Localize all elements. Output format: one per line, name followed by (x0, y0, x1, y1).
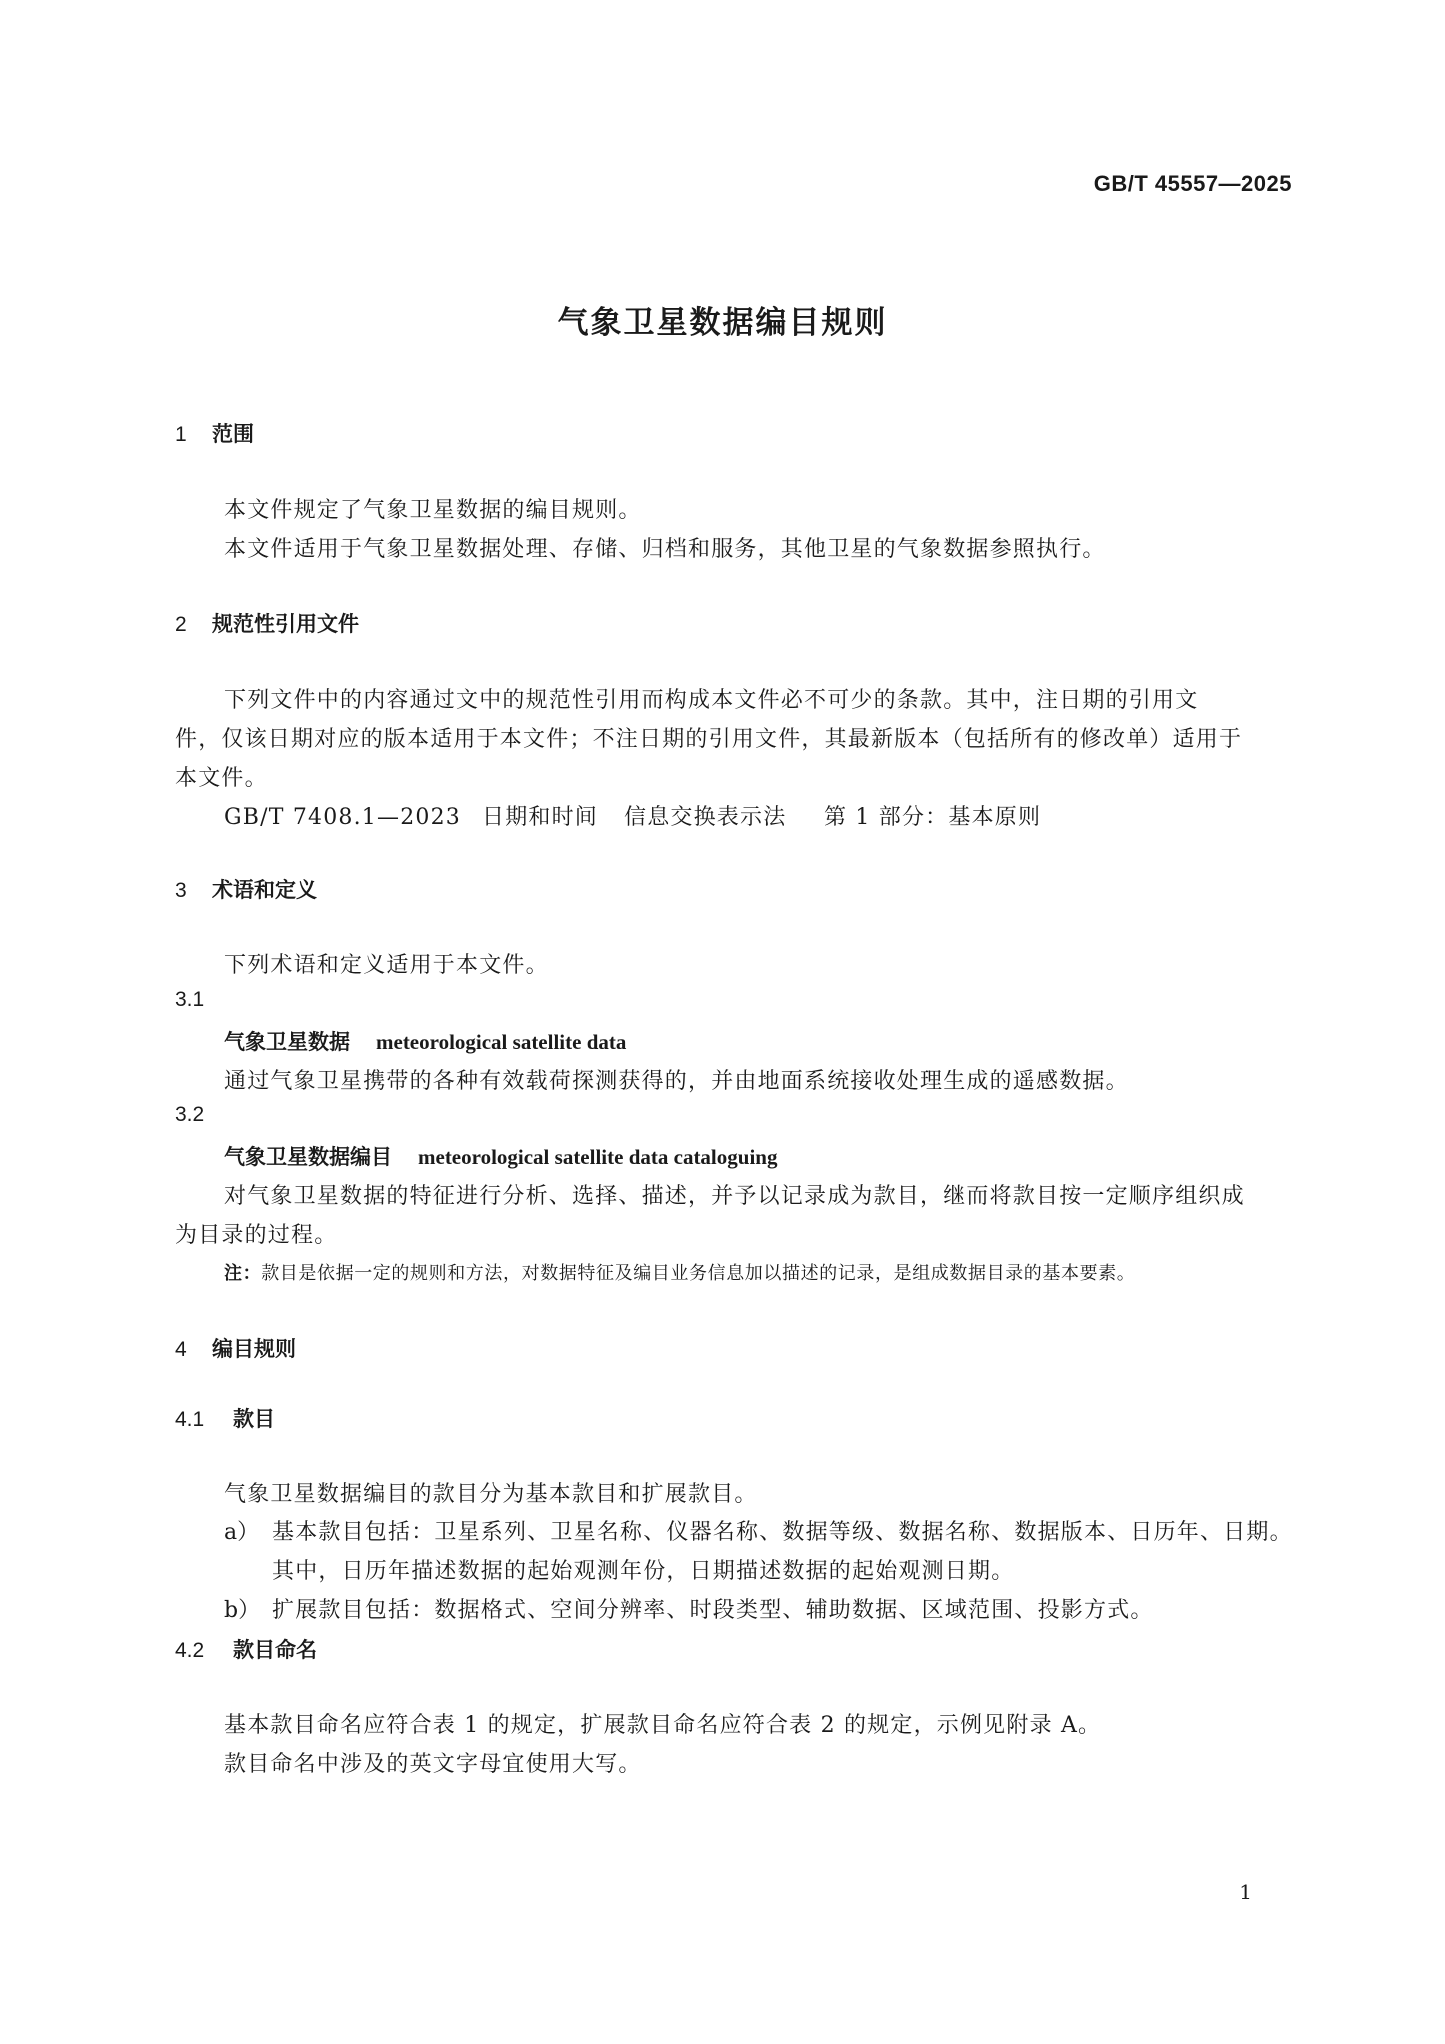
term-definition: 为目录的过程。 (175, 1223, 338, 1248)
subsection-title: 款目 (233, 1407, 275, 1431)
reference-name-part: 日期和时间 (482, 805, 599, 830)
list-item-marker: b） (224, 1598, 261, 1623)
section-1-heading (175, 418, 254, 448)
term-definition: 对气象卫星数据的特征进行分析、选择、描述，并予以记录成为款目，继而将款目按一定顺序组织成 (224, 1184, 1245, 1209)
reference-code: GB/T 7408.1—2023 (224, 805, 461, 830)
subsection-number: 4.2 (175, 1639, 205, 1662)
subsection-4-2-heading (175, 1634, 317, 1664)
term-note (224, 1259, 1135, 1285)
term-english: meteorological satellite data (376, 1030, 627, 1054)
list-item-line: 基本款目包括：卫星系列、卫星名称、仪器名称、数据等级、数据名称、数据版本、日历年、日期。 (272, 1520, 1293, 1545)
section-title: 编目规则 (212, 1337, 296, 1361)
term-english: meteorological satellite data cataloguing (418, 1145, 778, 1169)
paragraph-line: 件，仅该日期对应的版本适用于本文件；不注日期的引用文件，其最新版本（包括所有的修改单）适用于 (175, 727, 1243, 752)
reference-name-part: 信息交换表示法 (624, 805, 787, 830)
subsection-number: 4.1 (175, 1408, 205, 1431)
term-entry (224, 1026, 626, 1056)
note-text: 款目是依据一定的规则和方法，对数据特征及编目业务信息加以描述的记录，是组成数据目录的基本要素。 (261, 1263, 1136, 1284)
section-title: 范围 (212, 422, 254, 446)
section-number: 1 (175, 423, 187, 446)
subsection-title: 款目命名 (233, 1638, 317, 1662)
term-number: 3.1 (175, 988, 205, 1011)
section-title: 规范性引用文件 (212, 612, 359, 636)
section-4-heading (175, 1333, 296, 1363)
paragraph: 气象卫星数据编目的款目分为基本款目和扩展款目。 (224, 1482, 758, 1507)
paragraph-line: 下列文件中的内容通过文中的规范性引用而构成本文件必不可少的条款。其中，注日期的引用文 (224, 688, 1199, 713)
section-number: 4 (175, 1338, 187, 1361)
standard-number: GB/T 45557—2025 (1093, 171, 1292, 196)
section-number: 2 (175, 613, 187, 636)
list-item-line: 扩展款目包括：数据格式、空间分辨率、时段类型、辅助数据、区域范围、投影方式。 (272, 1598, 1154, 1623)
paragraph: 基本款目命名应符合表 1 的规定，扩展款目命名应符合表 2 的规定，示例见附录 A。 (224, 1713, 1102, 1738)
paragraph: 本文件规定了气象卫星数据的编目规则。 (224, 498, 642, 523)
paragraph-line: 本文件。 (175, 766, 268, 791)
paragraph: 款目命名中涉及的英文字母宜使用大写。 (224, 1752, 642, 1777)
section-3-heading (175, 874, 317, 904)
reference-name-part: 第 1 部分：基本原则 (824, 805, 1042, 830)
term-chinese: 气象卫星数据编目 (224, 1145, 392, 1169)
section-title: 术语和定义 (212, 878, 317, 902)
paragraph: 本文件适用于气象卫星数据处理、存储、归档和服务，其他卫星的气象数据参照执行。 (224, 537, 1106, 562)
term-definition: 通过气象卫星携带的各种有效载荷探测获得的，并由地面系统接收处理生成的遥感数据。 (224, 1069, 1129, 1094)
note-label: 注： (224, 1263, 262, 1284)
term-number: 3.2 (175, 1103, 205, 1126)
term-chinese: 气象卫星数据 (224, 1030, 350, 1054)
normative-reference (224, 800, 1041, 831)
section-number: 3 (175, 879, 187, 902)
list-item-line: 其中，日历年描述数据的起始观测年份，日期描述数据的起始观测日期。 (272, 1559, 1015, 1584)
section-2-heading (175, 608, 359, 638)
list-item-marker: a） (224, 1520, 260, 1545)
subsection-4-1-heading (175, 1403, 275, 1433)
term-entry (224, 1141, 777, 1171)
page-number: 1 (1239, 1880, 1252, 1904)
document-title: 气象卫星数据编目规则 (557, 305, 888, 341)
paragraph: 下列术语和定义适用于本文件。 (224, 953, 549, 978)
